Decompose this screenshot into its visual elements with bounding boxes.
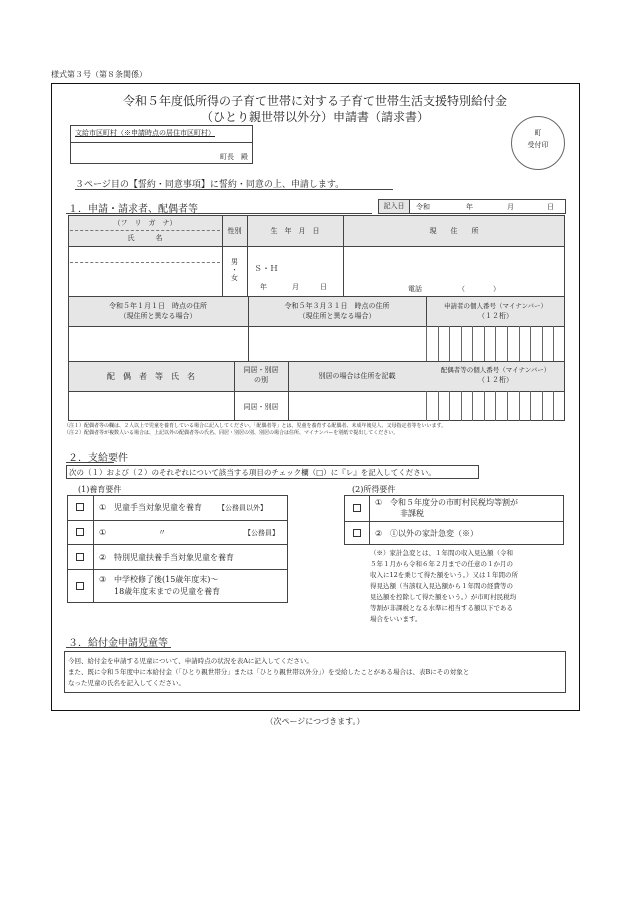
form-title-line1: 令和５年度低所得の子育て世帯に対する子育て世帯生活支援特別給付金: [122, 94, 507, 108]
spouse-number-digits[interactable]: [426, 391, 565, 421]
stamp-town: 町: [534, 129, 542, 137]
entry-date-label: 記入日: [378, 199, 410, 214]
entry-date-box[interactable]: 令和 年 月 日: [409, 199, 566, 214]
addressee-box: [70, 125, 253, 164]
section3-box: 今回、給付金を申請する児童について、申請時点の状況を表Aに記入してください。 また、既に令和５年度中に本給付金（「ひとり親世帯分」または「ひとり親世帯以外分」）を受給したことがある場合は、表Bにその対象と なった児童の氏名を記入してください。: [64, 651, 566, 693]
era-options[interactable]: Ｓ・Ｈ: [254, 264, 278, 273]
income-note: （※）家計急変とは、１年間の収入見込額（令和 ５年１月から令和６年２月までの任意の１か月の 収入に12を乗じて得た額をいう。）又は１年間の所 得見込額（当該収入見込額から１年間の経費等の 見込額を控除して得た額をいう。）が市町村民税均 等割が非課税となる水準に相当する額以下である 場合をいいます。: [370, 549, 519, 623]
jan1-address-input[interactable]: [72, 330, 244, 358]
section3-heading: ３．給付金申請児童等: [68, 638, 168, 649]
mar31-address-label-1: 令和５年３月３１日 時点の住所: [284, 302, 390, 310]
care-requirement-title: (1)養育要件: [78, 485, 122, 494]
jan1-address-label-1: 令和５年１月１日 時点の住所: [109, 302, 207, 310]
sex-label: 性別: [227, 227, 242, 235]
sex-female[interactable]: 女: [231, 274, 238, 282]
income-checkbox-1[interactable]: [353, 504, 361, 512]
income-checkbox-2[interactable]: [353, 529, 361, 537]
municipality-input[interactable]: [75, 144, 205, 160]
spouse-name-input[interactable]: [72, 395, 230, 417]
furigana-label: （フ リ ガ ナ）: [113, 219, 177, 227]
continued-notice: （次ページにつづきます。）: [265, 717, 365, 726]
phone-parens[interactable]: （ ）: [458, 285, 500, 293]
separate-address-label: 別居の場合は住所を記載: [318, 372, 396, 380]
care-item-1: 児童手当対象児童を養育: [114, 503, 202, 512]
name-label: 氏 名: [127, 234, 163, 242]
form-number: 様式第３号（第８条関係）: [51, 70, 147, 79]
form-title-line2: （ひとり親世帯以外分）申請書（請求書）: [200, 110, 429, 124]
care-checkbox-1[interactable]: [76, 503, 84, 511]
spouse-number-label-2: （１２桁）: [478, 376, 513, 384]
address-label: 現 住 所: [429, 227, 479, 235]
instruction-box: [66, 465, 479, 479]
instruction-text: 次の（１）および（２）のそれぞれについて該当する項目のチェック欄（□）に『レ』を記入してください。: [69, 468, 436, 477]
care-checkbox-2[interactable]: [76, 528, 84, 536]
addressee-label: 文給市区町村（※申請時点の居住市区町村）: [75, 129, 215, 137]
birth-label: 生 年 月 日: [270, 227, 320, 235]
cohabit-label-2: の別: [254, 376, 268, 384]
name-input[interactable]: [72, 266, 218, 292]
care-item-4: 中学校修了後(15歳年度末)～: [114, 575, 219, 584]
phone-label: 電話: [408, 285, 422, 293]
sex-male[interactable]: 男: [231, 258, 238, 266]
reception-stamp-circle: [511, 116, 565, 170]
note-2: （注２）配偶者等が複数人いる場合は、上記以外の配偶者等の氏名、同居・別居の別、別居の場合は住所、マイナンバーを別紙で提出してください。: [64, 430, 399, 436]
income-item-1: 令和５年度分の市町村民税均等割が: [390, 498, 518, 507]
address-input[interactable]: [347, 250, 561, 276]
my-number-digits[interactable]: [426, 326, 565, 361]
spouse-address-input[interactable]: [292, 395, 422, 417]
jan1-address-label-2: （現住所と異なる場合）: [119, 312, 197, 320]
cohabit-options[interactable]: 同居・別居: [243, 403, 279, 411]
income-item-2: ①以外の家計急変（※）: [390, 529, 478, 538]
section1-heading: １．申請・請求者、配偶者等: [68, 204, 198, 215]
addressee-suffix: 町長 殿: [220, 153, 248, 161]
mar31-address-input[interactable]: [252, 330, 422, 358]
spouse-name-label: 配 偶 者 等 氏 名: [107, 372, 195, 381]
mar31-address-label-2: （現住所と異なる場合）: [298, 312, 376, 320]
note-1: （注１）配偶者等の欄は、２人以上で児童を養育している場合に記入してください。「配偶者等」とは、児童を養育する配偶者、未成年後見人、父母指定者等をいいます。: [64, 423, 447, 429]
cohabit-label-1: 同居・別居: [243, 366, 279, 374]
care-item-2: 〃: [158, 528, 166, 537]
income-requirement-title: (2)所得要件: [352, 485, 396, 494]
section2-heading: ２．支給要件: [68, 453, 128, 464]
my-number-label-1: 申請者の個人番号（マイナンバー）: [443, 302, 548, 310]
pledge-text: ３ページ目の【誓約・同意事項】に誓約・同意の上、申請します。: [75, 180, 345, 190]
furigana-input[interactable]: [72, 248, 218, 260]
care-checkbox-3[interactable]: [76, 553, 84, 561]
stamp-receipt: 受付印: [527, 141, 549, 149]
my-number-label-2: （１２桁）: [478, 312, 513, 320]
spouse-number-label-1: 配偶者等の個人番号（マイナンバー）: [440, 366, 551, 374]
care-item-3: 特別児童扶養手当対象児童を養育: [114, 553, 234, 562]
care-checkbox-4[interactable]: [76, 582, 84, 590]
